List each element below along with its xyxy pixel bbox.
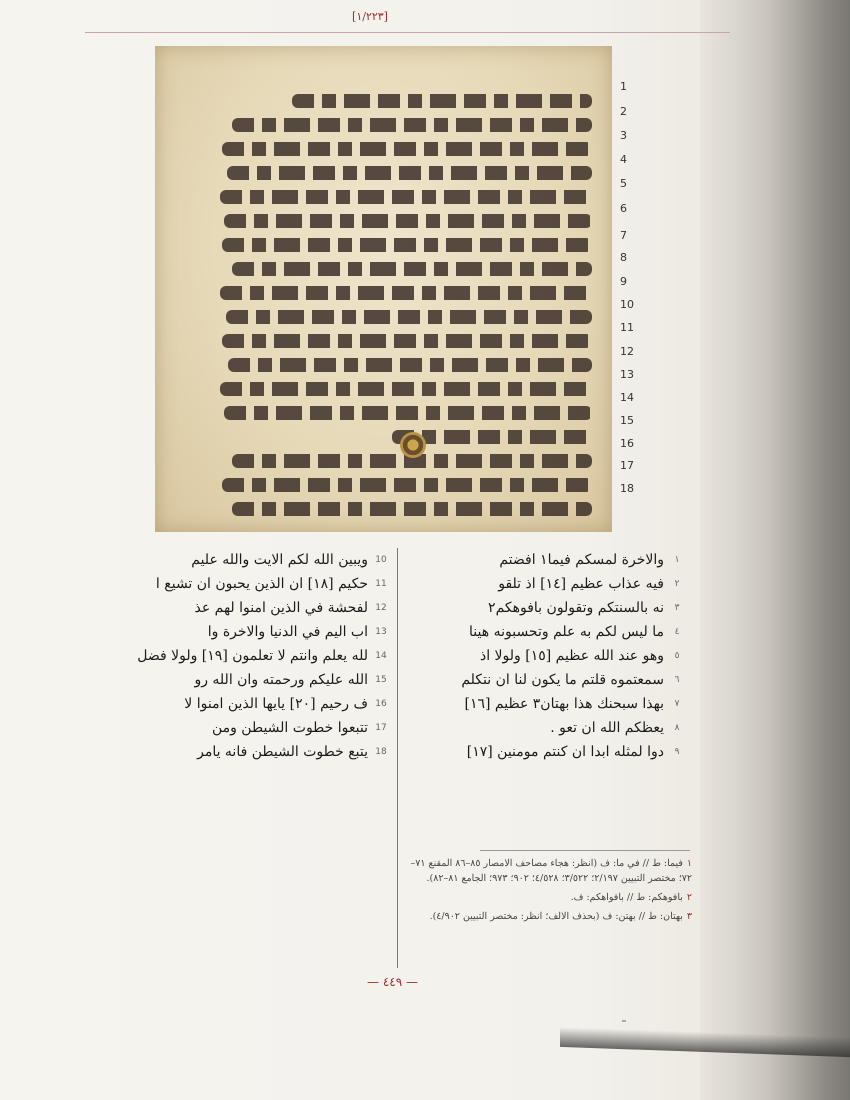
- manuscript-script-line: [220, 286, 592, 300]
- transcription-line: [398, 596, 690, 620]
- line-text: والاخرة لمسكم فيما١ افضتم: [499, 552, 664, 568]
- manuscript-line-number: 16: [620, 437, 634, 450]
- line-number: ١: [674, 555, 680, 565]
- manuscript-script-line: [220, 382, 592, 396]
- footnote: [400, 909, 692, 924]
- manuscript-script-line: [222, 142, 592, 156]
- line-number: ٩: [674, 747, 680, 757]
- transcription-line: [90, 596, 394, 620]
- transcription-line: [398, 716, 690, 740]
- manuscript-script-line: [226, 310, 592, 324]
- line-number: ٣: [674, 603, 680, 613]
- manuscript-line-number: 5: [620, 177, 627, 190]
- footnote: [400, 890, 692, 905]
- manuscript-image: [155, 46, 612, 532]
- transcription-line: [398, 740, 690, 764]
- manuscript-script-line: [228, 358, 592, 372]
- line-number: ٥: [674, 651, 680, 661]
- line-text: ما ليس لكم به علم وتحسبونه هينا: [469, 624, 664, 640]
- transcription-line: [398, 668, 690, 692]
- manuscript-script-line: [222, 238, 592, 252]
- manuscript-script-line: [224, 406, 592, 420]
- line-text: لله يعلم وانتم لا تعلمون [١٩] ولولا فضل: [137, 648, 368, 664]
- transcription-line: [90, 716, 394, 740]
- line-text: ويبين الله لكم الايت والله عليم: [191, 552, 368, 568]
- manuscript-script-line: [232, 262, 592, 276]
- page-speck: [622, 1020, 626, 1022]
- transcription-line: [90, 740, 394, 764]
- line-number: 11: [375, 579, 387, 589]
- transcription-line: [398, 620, 690, 644]
- transcription-line: [90, 620, 394, 644]
- verse-rosette-ornament: [400, 432, 426, 458]
- manuscript-line-number: 6: [620, 202, 627, 215]
- manuscript-line-number: 3: [620, 129, 627, 142]
- line-text: وهو عند الله عظيم [١٥] ولولا اذ: [479, 648, 664, 664]
- manuscript-line-number: 13: [620, 368, 634, 381]
- manuscript-line-number: 9: [620, 275, 627, 288]
- manuscript-line-number: 2: [620, 105, 627, 118]
- manuscript-line-number: 7: [620, 229, 627, 242]
- line-number: ٤: [674, 627, 680, 637]
- line-number: ٢: [674, 579, 680, 589]
- line-text: سمعتموه قلتم ما يكون لنا ان نتكلم: [461, 672, 664, 688]
- line-text: فيه عذاب عظيم [١٤] اذ تلقو: [498, 576, 664, 592]
- line-number: 10: [375, 555, 387, 565]
- footnote-number: ١: [686, 858, 692, 869]
- line-text: اب اليم في الدنيا والاخرة وا: [207, 624, 368, 640]
- line-text: بهذا سبحنك هذا بهتان٣ عظيم [١٦]: [464, 696, 664, 712]
- manuscript-script-line: [220, 190, 592, 204]
- line-text: الله عليكم ورحمته وان الله رو: [194, 672, 368, 688]
- footnote-rule: [480, 850, 690, 851]
- manuscript-script-line: [222, 334, 592, 348]
- transcription-line: [90, 572, 394, 596]
- manuscript-line-number: 15: [620, 414, 634, 427]
- line-text: دوا لمثله ابدا ان كنتم مومنين [١٧]: [466, 744, 664, 760]
- footnotes: [400, 856, 692, 928]
- line-number: 13: [375, 627, 387, 637]
- manuscript-line-number: 11: [620, 321, 634, 334]
- line-text: حكيم [١٨] ان الذين يحبون ان تشيع ا: [155, 576, 368, 592]
- page-number: — ٤٤٩ —: [367, 975, 418, 989]
- page-header-reference: [١/٢٢٣]: [352, 10, 388, 23]
- transcription-line: [90, 692, 394, 716]
- transcription-line: [90, 644, 394, 668]
- line-number: 16: [375, 699, 387, 709]
- transcription-line: [90, 668, 394, 692]
- line-text: ف رحيم [٢٠] يايها الذين امنوا لا: [184, 696, 368, 712]
- manuscript-line-number: 12: [620, 345, 634, 358]
- line-text: يعظكم الله ان تعو .: [550, 720, 664, 736]
- manuscript-line-number: 17: [620, 459, 634, 472]
- line-number: ٨: [674, 723, 680, 733]
- line-number: 14: [375, 651, 387, 661]
- transcription-line: [90, 548, 394, 572]
- manuscript-script-line: [232, 118, 592, 132]
- manuscript-script-line: [232, 502, 592, 516]
- transcription-line: [398, 548, 690, 572]
- manuscript-script-line: [222, 478, 592, 492]
- manuscript-line-number: 4: [620, 153, 627, 166]
- line-number: 12: [375, 603, 387, 613]
- footnote: [400, 856, 692, 886]
- line-text: يتبع خطوت الشيطن فانه يامر: [197, 744, 368, 760]
- line-number: 15: [375, 675, 387, 685]
- manuscript-script-line: [224, 214, 592, 228]
- line-text: نه بالسنتكم وتقولون بافوهكم٢: [488, 600, 664, 616]
- manuscript-script-line: [292, 94, 592, 108]
- footnote-text: بهتان: ط // بهتن: ف (بحذف الالف؛ انظر: مختصر التبيين ٤/٩٠٢).: [429, 911, 683, 922]
- header-rule: [85, 32, 730, 33]
- line-number: 18: [375, 747, 387, 757]
- transcription-right-column: [398, 548, 690, 764]
- line-number: 17: [375, 723, 387, 733]
- line-number: ٧: [674, 699, 680, 709]
- manuscript-line-number: 18: [620, 482, 634, 495]
- footnote-text: فيما: ط // في ما: ف (انظر: هجاء مصاحف الامصار ٨٥–٨٦ المقنع ٧١–٧٢؛ مختصر التبيين ٢/١٩٧؛ ٣/٥٢٢؛ ٤/٥٢٨؛ ٩٠٢؛ ٩٧٣؛ الجامع ٨١–٨٢).: [410, 858, 692, 884]
- manuscript-script-line: [227, 166, 592, 180]
- line-text: لفحشة في الذين امنوا لهم عذ: [194, 600, 368, 616]
- manuscript-line-number: 10: [620, 298, 634, 311]
- footnote-number: ٢: [686, 892, 692, 903]
- footnote-text: بافوهكم: ط // بافواهكم: ف.: [570, 892, 683, 903]
- transcription-line: [398, 644, 690, 668]
- line-number: ٦: [674, 675, 680, 685]
- footnote-number: ٣: [686, 911, 692, 922]
- transcription-line: [398, 692, 690, 716]
- manuscript-line-number: 1: [620, 80, 627, 93]
- book-gutter: [700, 0, 850, 1100]
- transcription-line: [398, 572, 690, 596]
- manuscript-line-number: 14: [620, 391, 634, 404]
- line-text: تتبعوا خطوت الشيطن ومن: [211, 720, 368, 736]
- manuscript-line-number: 8: [620, 251, 627, 264]
- transcription-left-column: [90, 548, 394, 764]
